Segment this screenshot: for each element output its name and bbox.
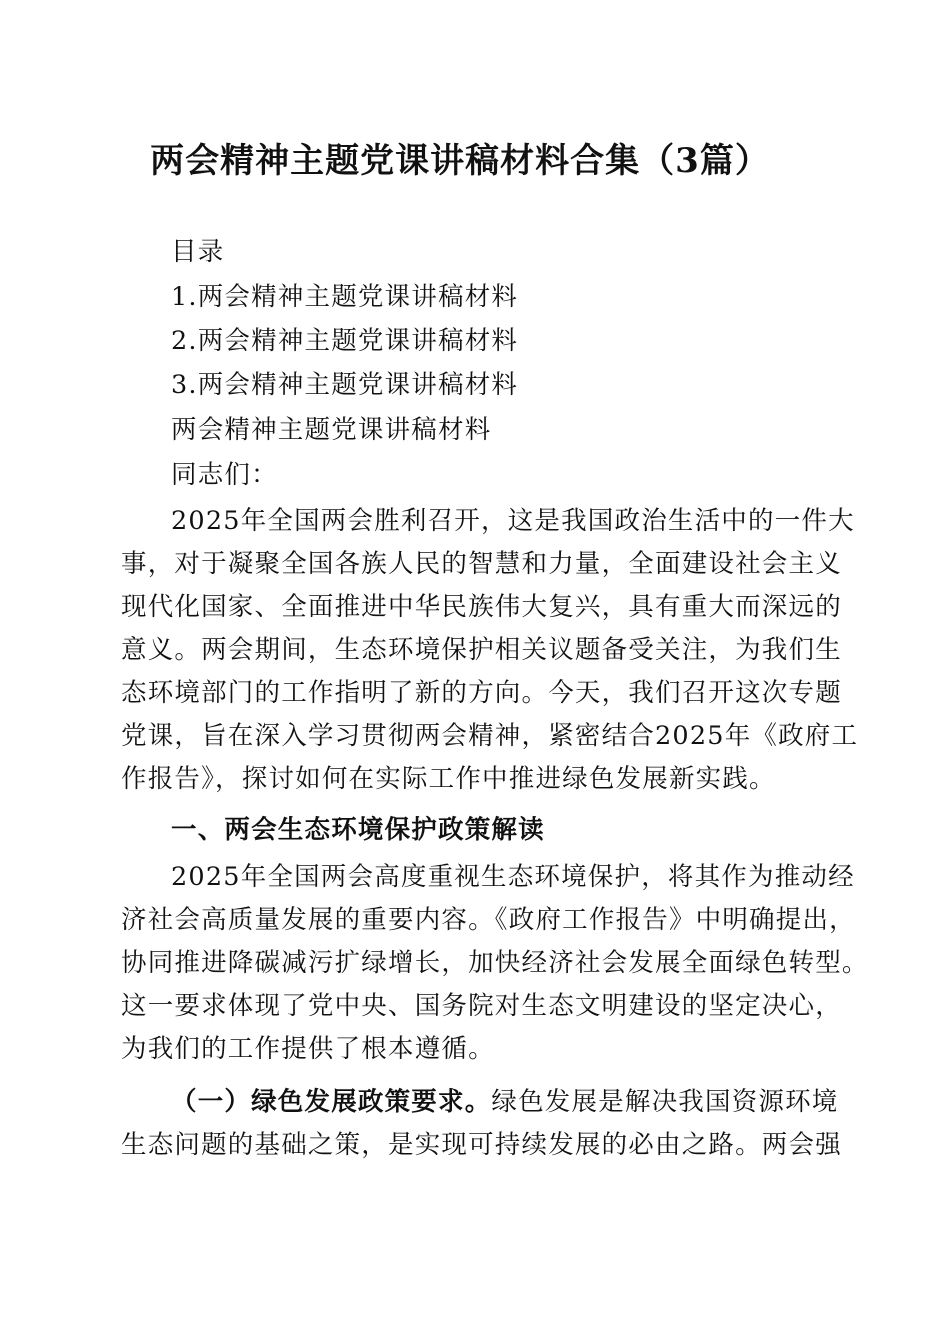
section-1-heading: 一、两会生态环境保护政策解读 xyxy=(171,815,545,845)
toc-item-3: 3.两会精神主题党课讲稿材料 xyxy=(171,370,519,400)
salutation: 同志们： xyxy=(171,460,278,490)
subsection-1-line-1 xyxy=(171,1084,839,1120)
intro-line-3: 现代化国家、全面推进中华民族伟大复兴，具有重大而深远的 xyxy=(121,592,842,622)
intro-line-5: 态环境部门的工作指明了新的方向。今天，我们召开这次专题 xyxy=(121,678,842,708)
intro-line-7: 作报告》，探讨如何在实际工作中推进绿色发展新实践。 xyxy=(121,764,776,794)
subsection-1-text: 绿色发展是解决我国资源环境 xyxy=(491,1087,839,1117)
section-1-line-4: 这一要求体现了党中央、国务院对生态文明建设的坚定决心， xyxy=(121,991,842,1021)
subsection-1-heading: （一）绿色发展政策要求。 xyxy=(171,1087,492,1117)
toc-heading: 目录 xyxy=(171,237,225,267)
intro-line-4: 意义。两会期间，生态环境保护相关议题备受关注，为我们生 xyxy=(121,635,842,665)
toc-item-1: 1.两会精神主题党课讲稿材料 xyxy=(171,282,519,312)
intro-line-6: 党课，旨在深入学习贯彻两会精神，紧密结合2025年《政府工 xyxy=(121,721,859,751)
section-1-line-2: 济社会高质量发展的重要内容。《政府工作报告》中明确提出， xyxy=(121,905,856,935)
intro-line-2: 事，对于凝聚全国各族人民的智慧和力量，全面建设社会主义 xyxy=(121,549,842,579)
document-title: 两会精神主题党课讲稿材料合集（3篇） xyxy=(150,141,770,181)
article-title: 两会精神主题党课讲稿材料 xyxy=(171,415,492,445)
section-1-line-3: 协同推进降碳减污扩绿增长，加快经济社会发展全面绿色转型。 xyxy=(121,948,869,978)
section-1-line-1: 2025年全国两会高度重视生态环境保护，将其作为推动经 xyxy=(171,862,855,892)
section-1-line-5: 为我们的工作提供了根本遵循。 xyxy=(121,1034,495,1064)
toc-item-2: 2.两会精神主题党课讲稿材料 xyxy=(171,326,519,356)
subsection-1-line-2: 生态问题的基础之策，是实现可持续发展的必由之路。两会强 xyxy=(121,1130,842,1160)
intro-line-1: 2025年全国两会胜利召开，这是我国政治生活中的一件大 xyxy=(171,506,855,536)
